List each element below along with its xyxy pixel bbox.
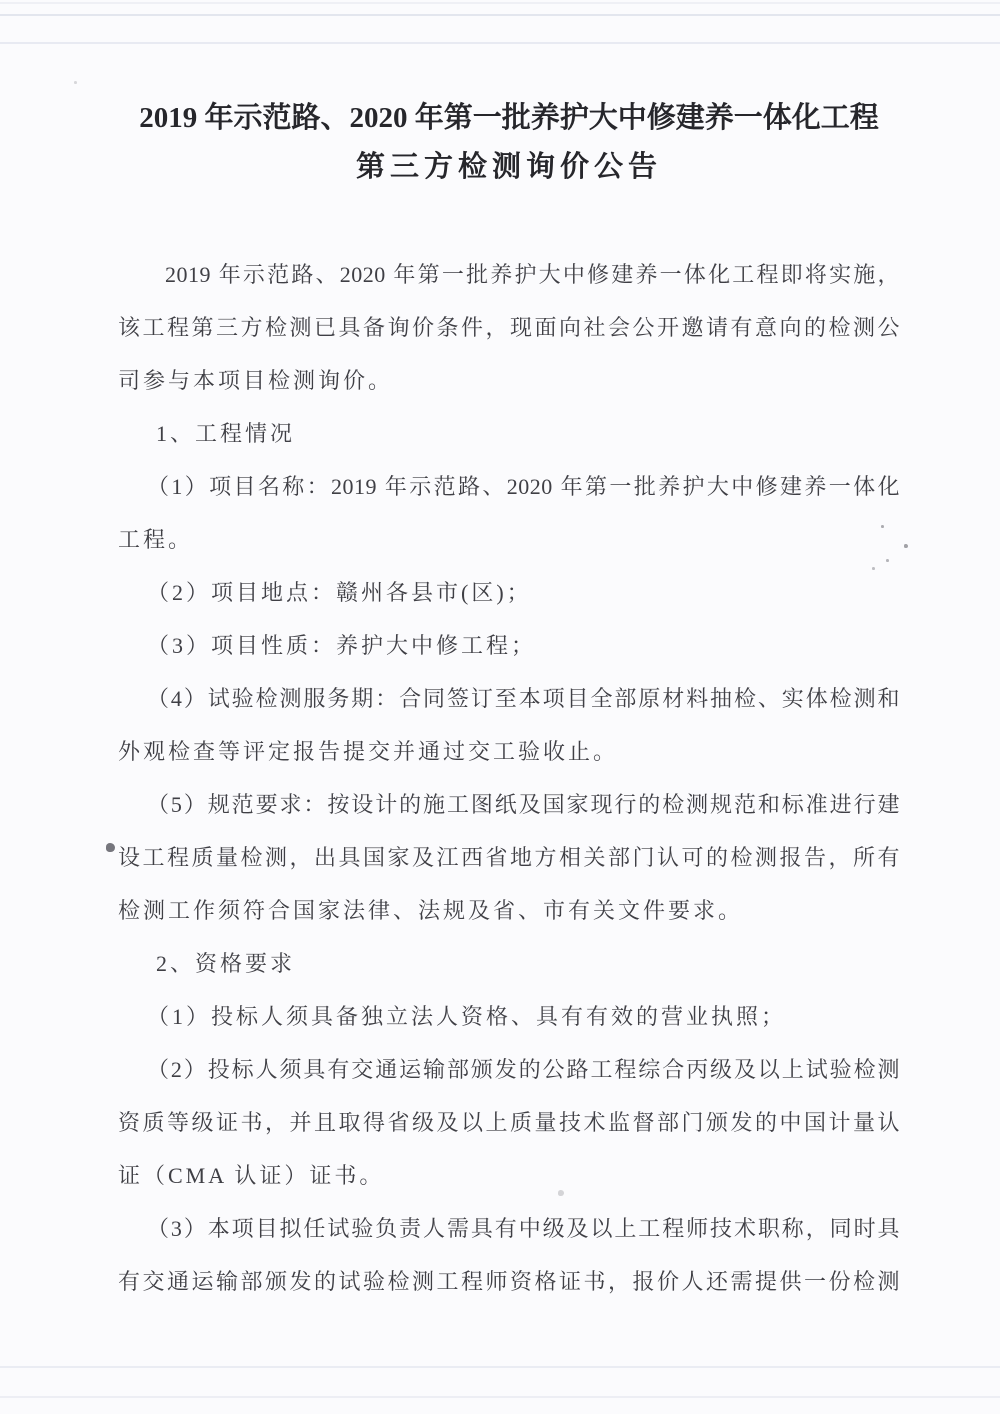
item-spec-requirements-line: （5）规范要求：按设计的施工图纸及国家现行的检测规范和标准进行建 [147, 792, 900, 817]
scan-speck [74, 81, 77, 84]
intro-paragraph-line: 司参与本项目检测询价。 [118, 368, 394, 393]
scan-speck [904, 544, 908, 548]
section-1-heading-line: 1、工程情况 [156, 421, 296, 446]
scanner-streak-line [0, 1366, 1000, 1368]
qualification-2-line: （2）投标人须具有交通运输部颁发的公路工程综合丙级及以上试验检测 [147, 1057, 900, 1082]
document-body [118, 248, 900, 1308]
item-service-period-line: （4）试验检测服务期：合同签订至本项目全部原材料抽检、实体检测和 [147, 686, 900, 711]
intro-paragraph-line: 该工程第三方检测已具备询价条件，现面向社会公开邀请有意向的检测公 [118, 315, 900, 340]
item-spec-requirements-line: 设工程质量检测，出具国家及江西省地方相关部门认可的检测报告，所有 [118, 845, 900, 870]
notice-document [118, 0, 900, 1308]
qualification-3-line: （3）本项目拟任试验负责人需具有中级及以上工程师技术职称，同时具 [147, 1216, 900, 1241]
section-2-heading-line: 2、资格要求 [156, 951, 296, 976]
item-project-nature-line: （3）项目性质：养护大中修工程； [147, 633, 537, 658]
document-title-line-1: 2019 年示范路、2020 年第一批养护大中修建养一体化工程 [139, 102, 879, 134]
document-title [118, 94, 900, 192]
item-project-name-line: 工程。 [118, 527, 194, 552]
item-spec-requirements-line: 检测工作须符合国家法律、法规及省、市有关文件要求。 [118, 898, 744, 923]
qualification-2-line: 证（CMA 认证）证书。 [118, 1163, 385, 1188]
scanner-streak-line [0, 1396, 1000, 1398]
qualification-2-line: 资质等级证书，并且取得省级及以上质量技术监督部门颁发的中国计量认 [118, 1110, 900, 1135]
scan-speck [106, 843, 115, 852]
item-project-name-line: （1）项目名称：2019 年示范路、2020 年第一批养护大中修建养一体化 [147, 474, 900, 499]
qualification-3-line: 有交通运输部颁发的试验检测工程师资格证书，报价人还需提供一份检测 [118, 1269, 900, 1294]
item-service-period-line: 外观检查等评定报告提交并通过交工验收止。 [118, 739, 619, 764]
intro-paragraph-line: 2019 年示范路、2020 年第一批养护大中修建养一体化工程即将实施， [165, 262, 900, 287]
item-project-location-line: （2）项目地点：赣州各县市(区)； [147, 580, 532, 605]
qualification-1-line: （1）投标人须具备独立法人资格、具有有效的营业执照； [147, 1004, 787, 1029]
document-title-line-2: 第三方检测询价公告 [355, 151, 662, 183]
